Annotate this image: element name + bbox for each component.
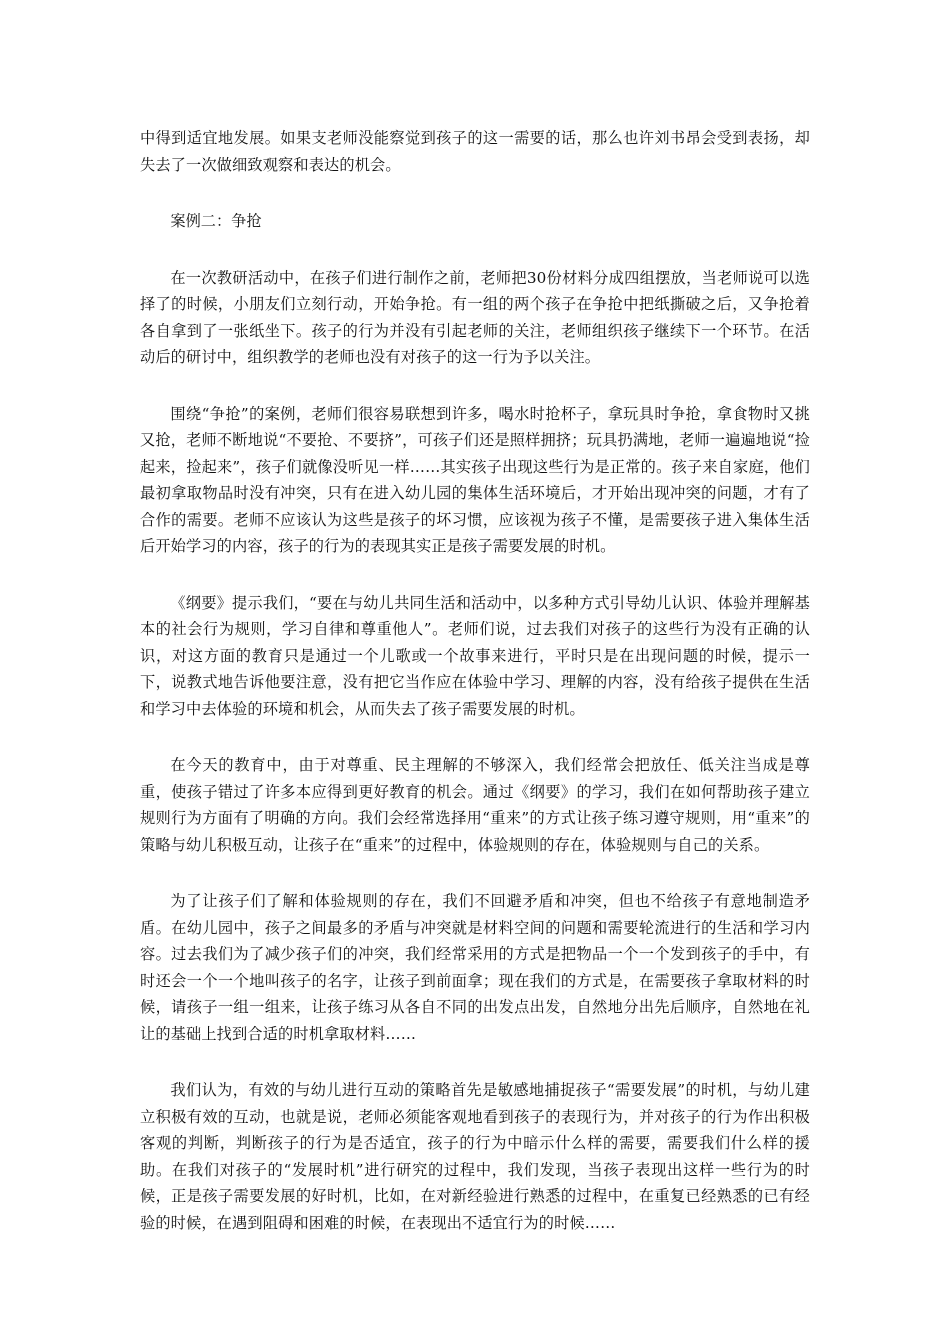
paragraph-continuation: 中得到适宜地发展。如果支老师没能察觉到孩子的这一需要的话，那么也许刘书昂会受到表扬，却失去了一次做细致观察和表达的机会。 — [140, 129, 810, 174]
paragraph-case-description: 在一次教研活动中，在孩子们进行制作之前，老师把30份材料分成四组摆放，当老师说可以选择了的时候，小朋友们立刻行动，开始争抢。有一组的两个孩子在争抢中把纸撕破之后，又争抢着各自拿到了一张纸坐下。孩子的行为并没有引起老师的关注，老师组织孩子继续下一个环节。在活动后的研讨中，组织教学的老师也没有对孩子的这一行为予以关注。 — [140, 268, 810, 366]
paragraph-strategy: 我们认为，有效的与幼儿进行互动的策略首先是敏感地捕捉孩子“需要发展”的时机，与幼儿建立积极有效的互动，也就是说，老师必须能客观地看到孩子的表现行为，并对孩子的行为作出积极客观的判断，判断孩子的行为是否适宜，孩子的行为中暗示什么样的需要，需要我们什么样的援助。在我们对孩子的“发展时机”进行研究的过程中，我们发现，当孩子表现出这样一些行为的时候，正是孩子需要发展的好时机，比如，在对新经验进行熟悉的过程中，在重复已经熟悉的已有经验的时候，在遇到阻碍和困难的时候，在表现出不适宜行为的时候…… — [140, 1081, 810, 1232]
paragraph-discussion: 围绕“争抢”的案例，老师们很容易联想到许多，喝水时抢杯子，拿玩具时争抢，拿食物时又挑又抢，老师不断地说“不要抢、不要挤”，可孩子们还是照样拥挤；玩具扔满地，老师一遍遍地说“捡起来，捡起来”，孩子们就像没听见一样……其实孩子出现这些行为是正常的。孩子来自家庭，他们最初拿取物品时没有冲突，只有在进入幼儿园的集体生活环境后，才开始出现冲突的问题，才有了合作的需要。老师不应该认为这些是孩子的坏习惯，应该视为孩子不懂，是需要孩子进入集体生活后开始学习的内容，孩子的行为的表现其实正是孩子需要发展的时机。 — [140, 404, 810, 555]
paragraph-education: 在今天的教育中，由于对尊重、民主理解的不够深入，我们经常会把放任、低关注当成是尊重，使孩子错过了许多本应得到更好教育的机会。通过《纲要》的学习，我们在如何帮助孩子建立规则行为方面有了明确的方向。我们会经常选择用“重来”的方式让孩子练习遵守规则，用“重来”的策略与幼儿积极互动，让孩子在“重来”的过程中，体验规则的存在，体验规则与自己的关系。 — [140, 756, 810, 854]
case-heading: 案例二：争抢 — [170, 212, 262, 230]
paragraph-rules: 为了让孩子们了解和体验规则的存在，我们不回避矛盾和冲突，但也不给孩子有意地制造矛盾。在幼儿园中，孩子之间最多的矛盾与冲突就是材料空间的问题和需要轮流进行的生活和学习内容。过去我们为了减少孩子们的冲突，我们经常采用的方式是把物品一个一个发到孩子的手中，有时还会一个一个地叫孩子的名字，让孩子到前面拿；现在我们的方式是，在需要孩子拿取材料的时候，请孩子一组一组来，让孩子练习从各自不同的出发点出发，自然地分出先后顺序，自然地在礼让的基础上找到合适的时机拿取材料…… — [140, 892, 810, 1043]
document-page — [140, 125, 810, 1266]
paragraph-guideline: 《纲要》提示我们，“要在与幼儿共同生活和活动中，以多种方式引导幼儿认识、体验并理解基本的社会行为规则，学习自律和尊重他人”。老师们说，过去我们对孩子的这些行为没有正确的认识，对这方面的教育只是通过一个儿歌或一个故事来进行，平时只是在出现问题的时候，提示一下，说教式地告诉他要注意，没有把它当作应在体验中学习、理解的内容，没有给孩子提供在生活和学习中去体验的环境和机会，从而失去了孩子需要发展的时机。 — [140, 593, 810, 718]
